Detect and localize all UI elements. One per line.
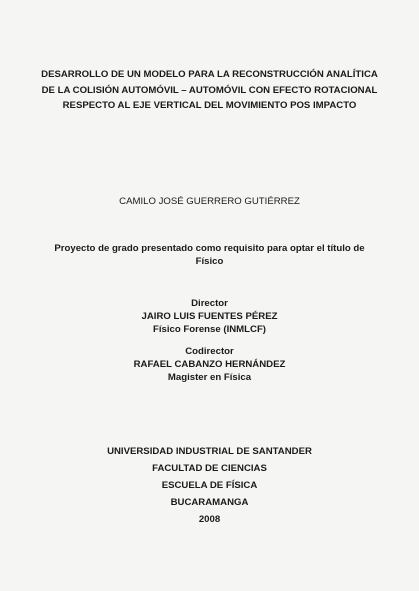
city-name: BUCARAMANGA [170,497,249,508]
codirector-name: RAFAEL CABANZO HERNÁNDEZ [133,359,286,370]
director-name: JAIRO LUIS FUENTES PÉREZ [141,311,278,322]
school-name: ESCUELA DE FÍSICA [161,480,258,491]
director-section [0,297,419,336]
codirector-position: Magister en Física [167,372,252,383]
thesis-title-line-3: RESPECTO AL EJE VERTICAL DEL MOVIMIENTO POS IMPACTO [62,100,357,111]
codirector-role: Codirector [185,346,234,357]
thesis-title-line-1: DESARROLLO DE UN MODELO PARA LA RECONSTRUCCIÓN ANALÍTICA [41,69,378,80]
director-position: Físico Forense (INMLCF) [153,324,266,335]
author-name: CAMILO JOSÉ GUERRERO GUTIÉRREZ [119,196,300,207]
thesis-title [0,67,419,114]
degree-purpose-line-1: Proyecto de grado presentado como requisito para optar el título de [54,243,365,254]
faculty-name: FACULTAD DE CIENCIAS [152,463,267,474]
year: 2008 [198,514,221,525]
institution-section [0,443,419,528]
codirector-section [0,345,419,384]
university-name: UNIVERSIDAD INDUSTRIAL DE SANTANDER [107,446,312,457]
degree-purpose-line-2: Físico [195,256,224,267]
director-role: Director [191,298,228,309]
degree-purpose [0,242,419,268]
thesis-title-line-2: DE LA COLISIÓN AUTOMÓVIL – AUTOMÓVIL CON EFECTO ROTACIONAL [41,84,378,96]
